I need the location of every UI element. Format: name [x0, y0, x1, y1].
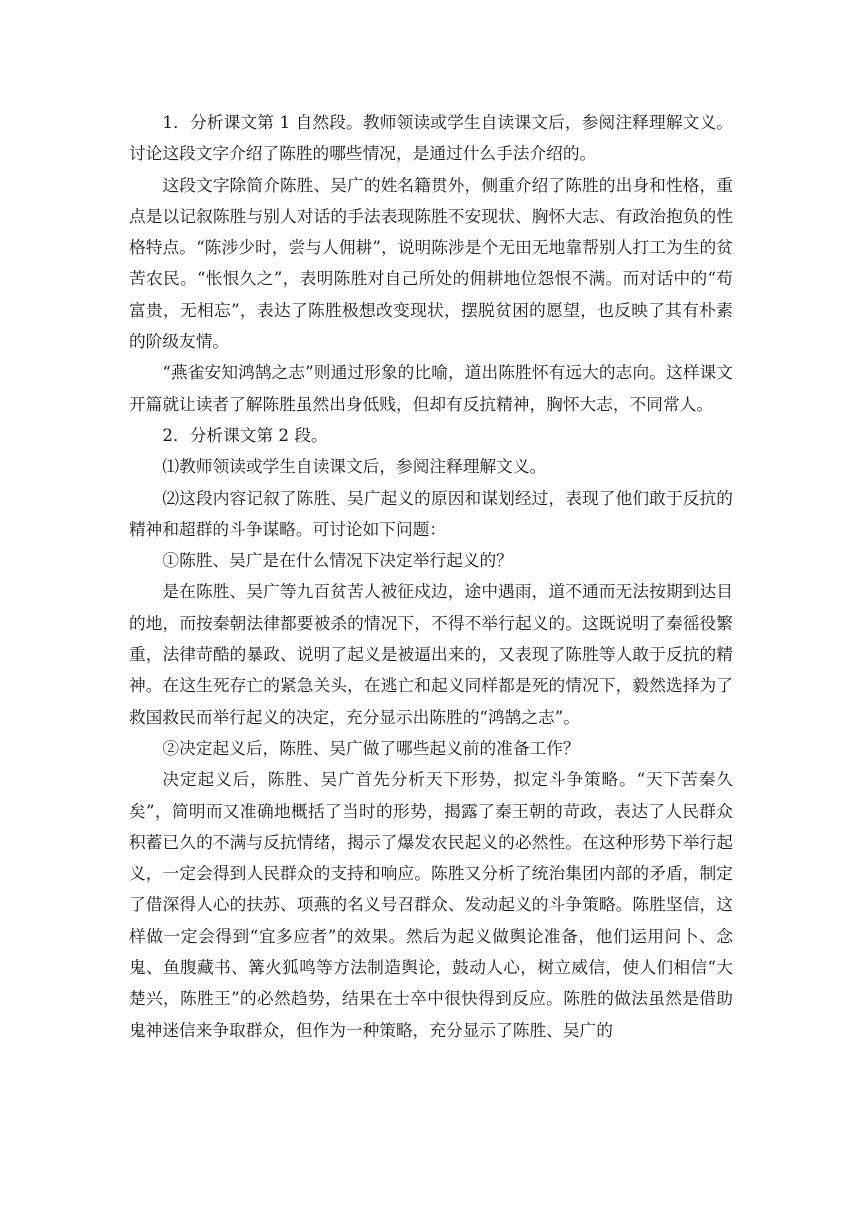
paragraph-3: “燕雀安知鸿鹄之志”则通过形象的比喻，道出陈胜怀有远大的志向。这样课文开篇就让读者了解陈胜虽然出身低贱，但却有反抗精神，胸怀大志，不同常人。 [129, 362, 733, 414]
paragraph-1-heading: 1．分析课文第 1 自然段。教师领读或学生自读课文后，参阅注释理解文义。讨论这段文字介绍了陈胜的哪些情况，是通过什么手法介绍的。 [129, 112, 733, 164]
paragraph-9-question: ②决定起义后，陈胜、吴广做了哪些起义前的准备工作？ [162, 737, 580, 758]
paragraph-4-heading: 2．分析课文第 2 段。 [162, 424, 328, 445]
paragraph-10: 决定起义后，陈胜、吴广首先分析天下形势，拟定斗争策略。“天下苦秦久矣”，简明而又准确地概括了当时的形势，揭露了秦王朝的苛政，表达了人民群众积蓄已久的不满与反抗情绪，揭示了爆发农民起义的必然性。在这种形势下举行起义，一定会得到人民群众的支持和响应。陈胜又分析了统治集团内部的矛盾，制定了借深得人心的扶苏、项燕的名义号召群众、发动起义的斗争策略。陈胜坚信，这样做一定会得到“宜多应者”的效果。然后为起义做舆论准备，他们运用问卜、念鬼、鱼腹藏书、篝火狐鸣等方法制造舆论，鼓动人心，树立威信，使人们相信“大楚兴，陈胜王”的必然趋势，结果在士卒中很快得到反应。陈胜的做法虽然是借助鬼神迷信来争取群众，但作为一种策略，充分显示了陈胜、吴广的 [129, 769, 733, 1040]
paragraph-8: 是在陈胜、吴广等九百贫苦人被征戍边，途中遇雨，道不通而无法按期到达目的地，而按秦朝法律都要被杀的情况下，不得不举行起义的。这既说明了秦徭役繁重，法律苛酷的暴政、说明了起义是被逼出来的，又表现了陈胜等人敢于反抗的精神。在这生死存亡的紧急关头，在逃亡和起义同样都是死的情况下，毅然选择为了救国救民而举行起义的决定，充分显示出陈胜的“鸿鹄之志”。 [129, 581, 733, 727]
paragraph-2: 这段文字除简介陈胜、吴广的姓名籍贯外，侧重介绍了陈胜的出身和性格，重点是以记叙陈胜与别人对话的手法表现陈胜不安现状、胸怀大志、有政治抱负的性格特点。“陈涉少时，尝与人佣耕”，说明陈涉是个无田无地靠帮别人打工为生的贫苦农民。“怅恨久之”，表明陈胜对自己所处的佣耕地位怨恨不满。而对话中的“苟富贵，无相忘”，表达了陈胜极想改变现状，摆脱贫困的愿望，也反映了其有朴素的阶级友情。 [129, 174, 733, 352]
paragraph-7-question: ①陈胜、吴广是在什么情况下决定举行起义的？ [162, 550, 513, 571]
paragraph-5: ⑴教师领读或学生自读课文后，参阅注释理解文义。 [162, 456, 547, 477]
document-body [129, 107, 733, 1046]
paragraph-6: ⑵这段内容记叙了陈胜、吴广起义的原因和谋划经过，表现了他们敢于反抗的精神和超群的斗争谋略。可讨论如下问题： [129, 487, 733, 539]
